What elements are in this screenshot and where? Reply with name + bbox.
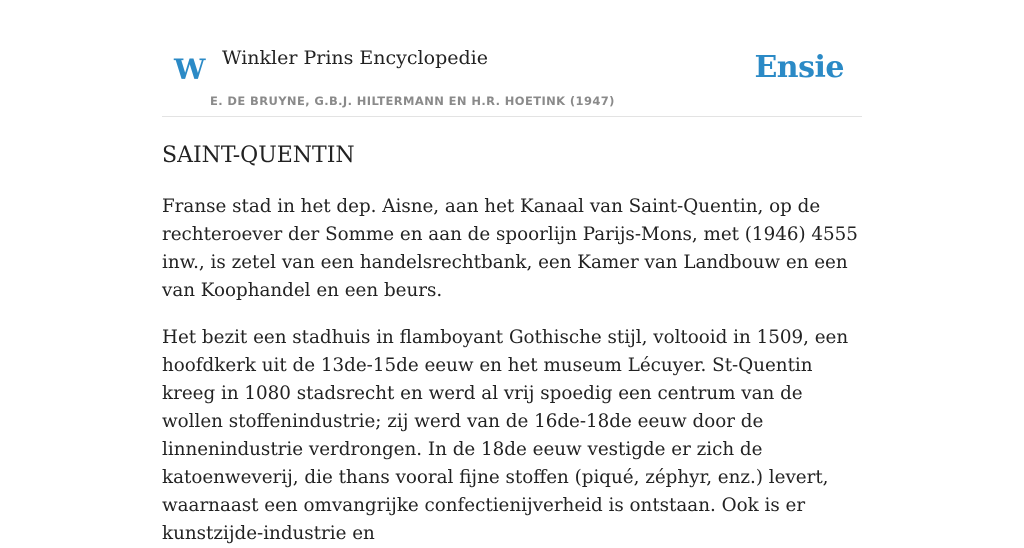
book-header (162, 0, 862, 117)
article-body (162, 193, 862, 548)
book-authors: E. DE BRUYNE, G.B.J. HILTERMANN EN H.R. HOETINK (1947) (210, 94, 615, 108)
book-title[interactable]: Winkler Prins Encyclopedie (222, 47, 488, 69)
article (162, 142, 862, 548)
article-paragraph: Het bezit een stadhuis in flamboyant Gothische stijl, voltooid in 1509, een hoofdkerk uit de 13de-15de eeuw en het museum Lécuyer. St-Quentin kreeg in 1080 stadsrecht en werd al vrij spoedig een centrum van de wollen stoffenindustrie; zij werd van de 16de-18de eeuw door de linnenindustrie verdrongen. In de 18de eeuw vestigde er zich de katoenweverij, die thans vooral fijne stoffen (piqué, zéphyr, enz.) levert, waarnaast een omvangrijke confectienijverheid is ontstaan. Ook is er kunstzijde-industrie en (162, 327, 849, 544)
article-paragraph: Franse stad in het dep. Aisne, aan het Kanaal van Saint-Quentin, op de rechteroever der Somme en aan de spoorlijn Parijs-Mons, met (1946) 4555 inw., is zetel van een handelsrechtbank, een Kamer van Landbouw en een van Koophandel en een beurs. (162, 196, 858, 301)
ensie-logo[interactable]: Ensie (754, 50, 844, 85)
page (162, 0, 862, 544)
article-title: SAINT-QUENTIN (162, 143, 355, 168)
winkler-prins-logo[interactable]: W (174, 53, 206, 86)
